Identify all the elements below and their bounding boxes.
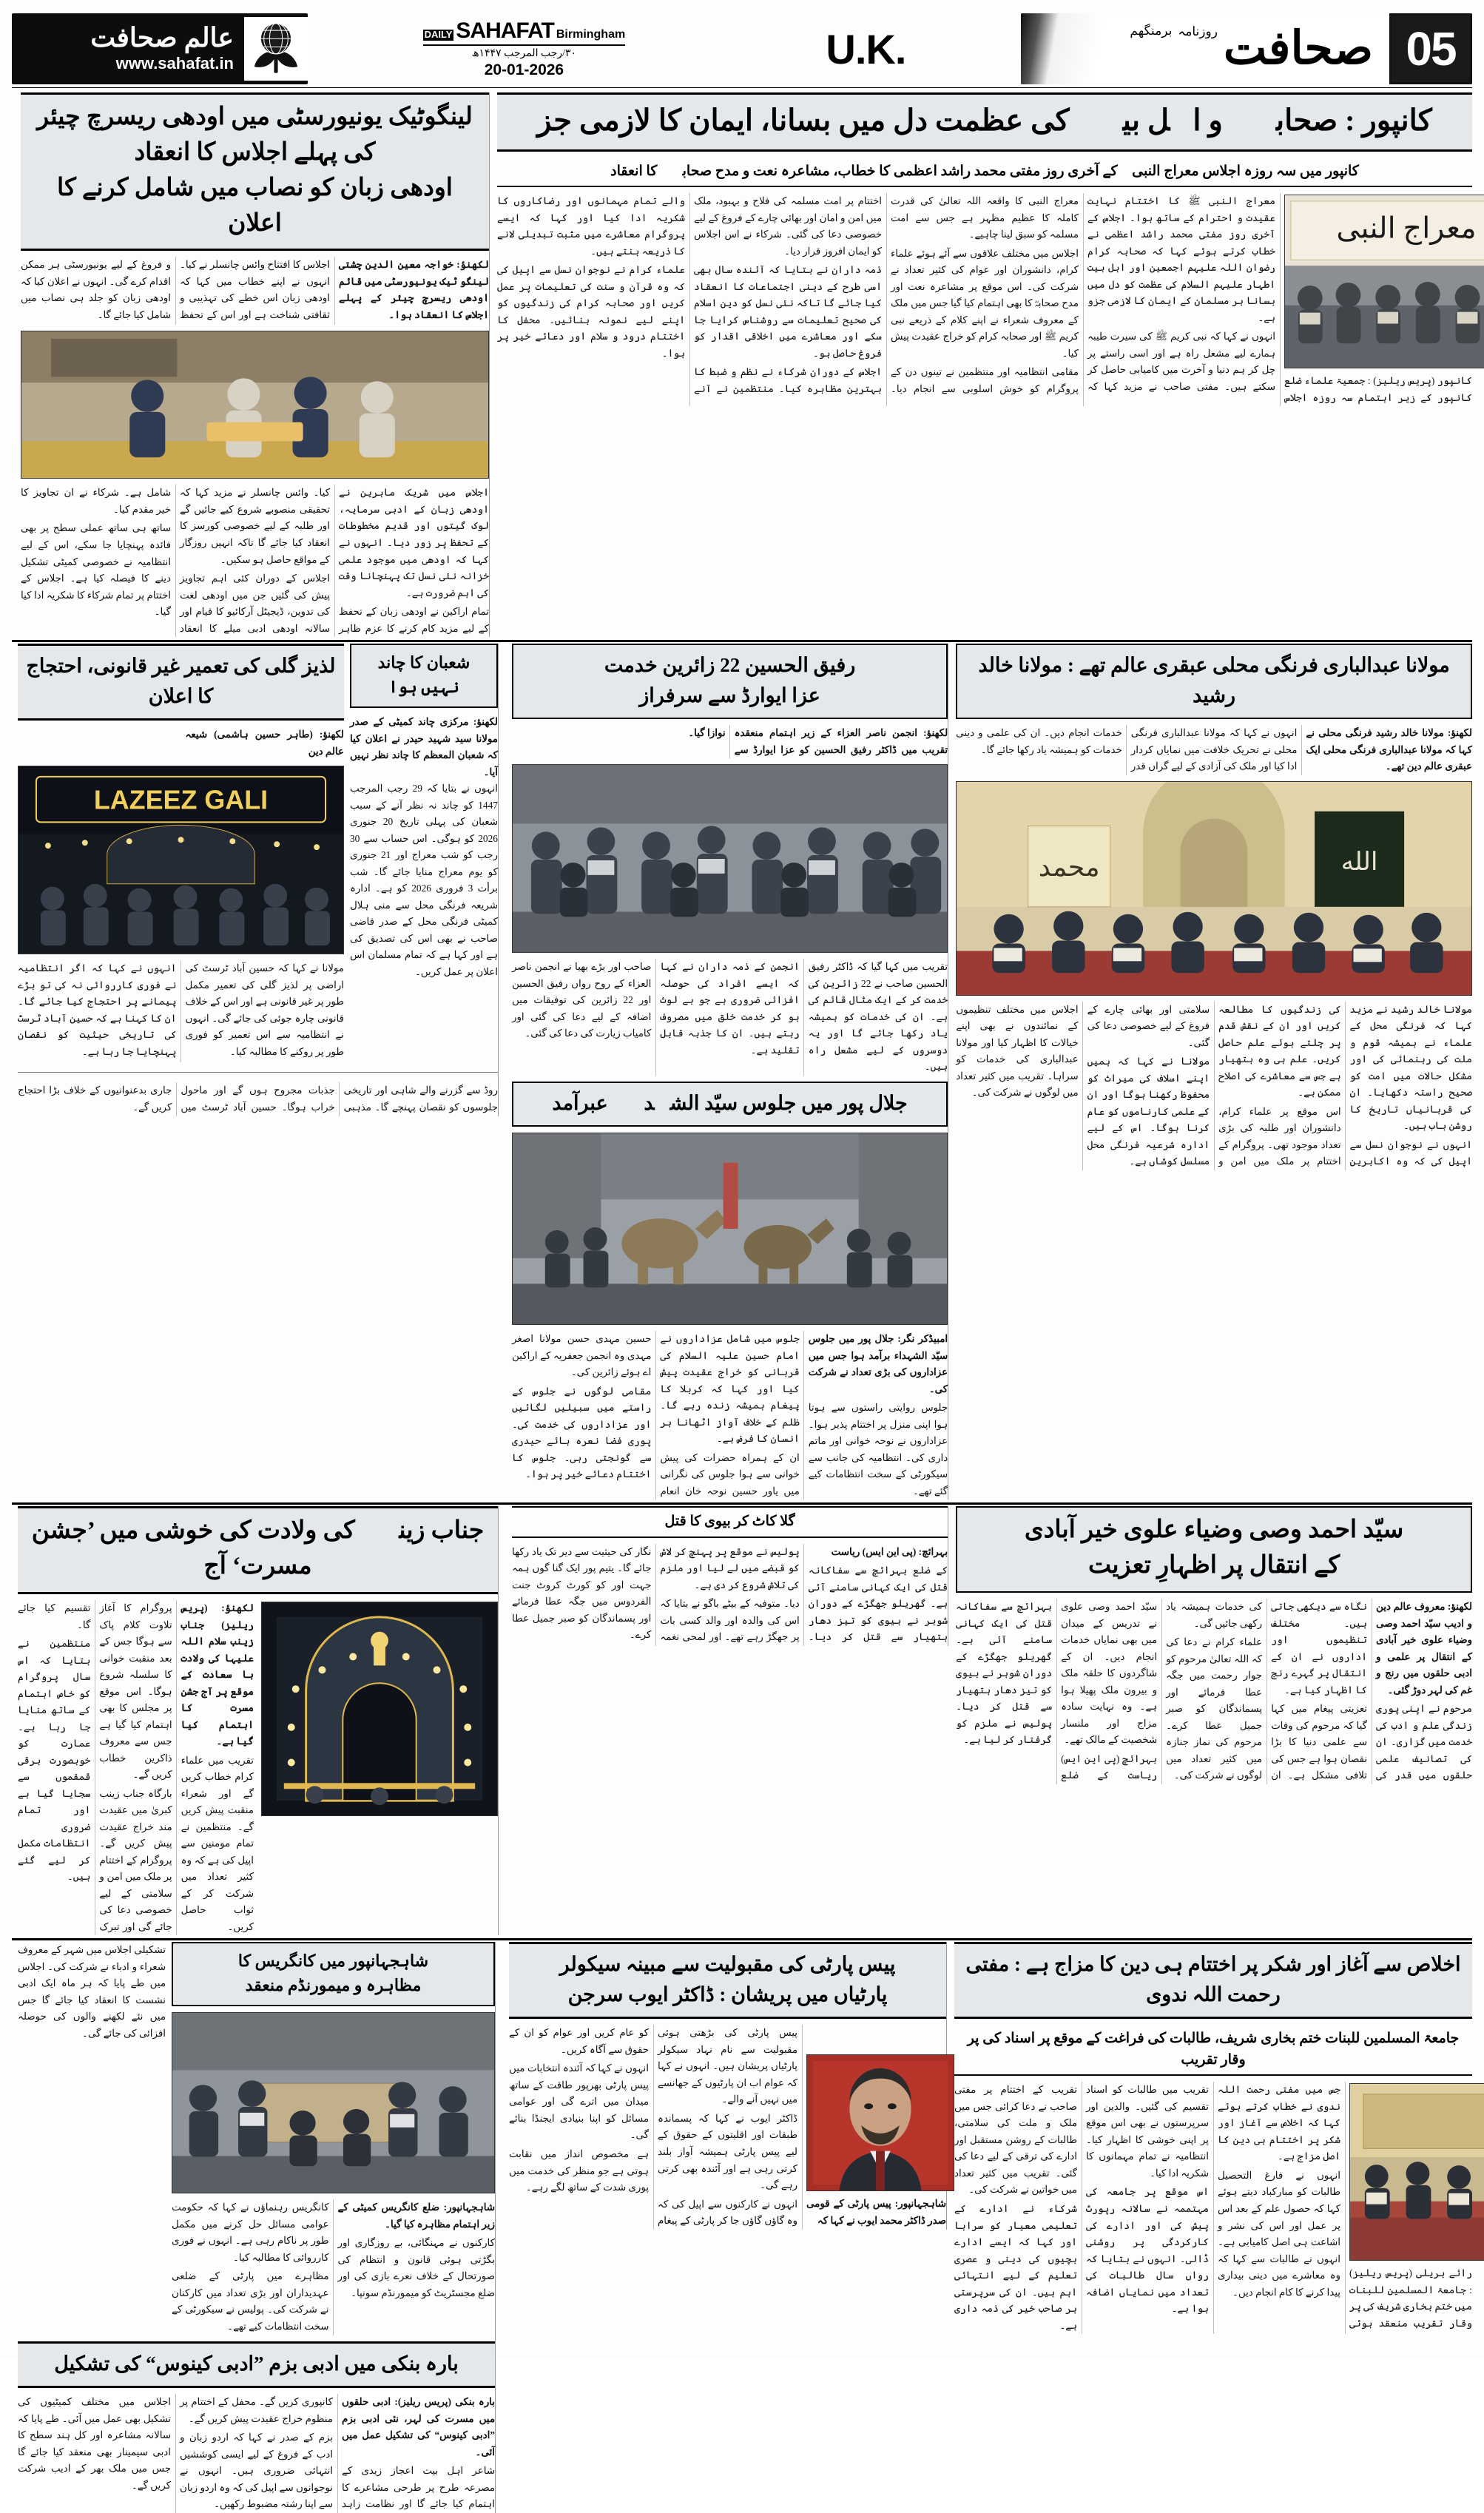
shaban-lazeez-column	[12, 644, 499, 1116]
jalalpur-para-4: دیا۔ متوفیہ کے بیٹے باگو نے بتایا کہ اس کی والدہ اور والد کسی بات پر جھگڑ رہے تھے۔ اور لمحی نغمہ نگار کی حیثیت سے دیر تک یاد رکھا جائے گا۔ یتیم پور ایک گنا گوں ہمہ جہت اور کو کورٹ کروٹ جنت الفردوس میں جگہ عطا فرمائے اور پسماندگان کو صبر جمیل عطا کرے۔	[511, 1545, 800, 1643]
zainab-para-1: پروگرام کا آغاز تلاوت کلام پاک سے ہوگا جس کے بعد منقبت خوانی کا سلسلہ شروع ہوگا۔ اس موقع پر مجلس کا بھی اہتمام کیا گیا ہے جس سے معروف ذاکرین خطاب کریں گے۔	[99, 1602, 172, 1781]
rafiq-headline-band	[512, 644, 948, 719]
party-dateline: شاہجہانپور: پیس پارٹی کے قومی صدر ڈاکٹر محمد ایوب نے کہا کہ	[806, 2198, 946, 2226]
paper-name-urdu: صحافت	[1223, 24, 1373, 74]
website-url[interactable]: www.sahafat.in	[115, 54, 234, 72]
congress-dateline: شاہجہانپور: ضلع کانگریس کمیٹی کے زیر اہتمام مظاہرہ کیا گیا۔	[337, 2202, 495, 2230]
rafiq-photo	[512, 764, 948, 953]
brand-city: Birmingham	[556, 27, 626, 41]
congress-para-2: مظاہرے میں پارٹی کے ضلعی عہدیداران اور بڑی تعداد میں کارکنان نے شرکت کی۔ پولیس نے سیکورٹی کے سخت انتظامات کیے تھے۔	[172, 2270, 329, 2332]
jalalpur-photo	[512, 1133, 948, 1325]
row2-divider	[12, 1502, 1472, 1505]
shaban-lazeez-rule	[18, 1072, 498, 1073]
paper-city-urdu: برمنگھم	[1130, 24, 1173, 38]
abdulbari-para-1: مولانا خالد رشید نے مزید کہا کہ فرنگی محل کے علماء نے ہمیشہ قوم و ملت کی رہنمائی کی اور مشکل حالات میں امت کو صحیح راستہ دکھایا۔ ان کی قربانیاں تاریخ کا روشن باب ہیں۔	[1349, 1003, 1472, 1132]
abdulbari-headline-band	[956, 644, 1472, 719]
abdulbari-para-2: انہوں نے نوجوان نسل سے اپیل کی کہ وہ اکابرین کی زندگیوں کا مطالعہ کریں اور ان کے نقش قدم پر چلتے ہوئے علم حاصل کریں۔ علم ہی وہ ہتھیار ہے جس سے معاشرے کی اصلاح ممکن ہے۔	[1218, 1003, 1472, 1167]
svg-text:محمد: محمد	[1038, 851, 1100, 882]
row1-divider	[12, 640, 1472, 642]
bazm-dateline: بارہ بنکی (پریس ریلیز): ادبی حلقوں میں مسرت کی لہر، نئی ادبی بزم ”ادبی کینوس“ کی تشکیل عمل میں آئی۔	[342, 2396, 495, 2458]
masthead-left-plate	[1021, 13, 1472, 84]
party-para-0: پیس پارٹی کی بڑھتی ہوئی مقبولیت سے نام نہاد سیکولر پارٹیاں پریشان ہیں۔ انہوں نے کہا کہ عوام اب ان پارٹیوں کے جھانسے میں نہیں آنے والے۔	[658, 2027, 797, 2105]
party-column	[503, 1942, 947, 2229]
langtech-para-4: ساتھ ہی ساتھ عملی سطح پر بھی فائدہ پہنچایا جا سکے، اس کے لیے انتظامیہ نے خصوصی کمیٹی تشکیل دینے کا فیصلہ کیا ہے۔ اجلاس کے اختتام پر تمام شرکاء کا شکریہ ادا کیا گیا۔	[21, 522, 171, 618]
taziyat-headline-1: سیّد احمد وصی وضیاء علوی خیر آبادی	[1024, 1517, 1404, 1544]
langtech-para-2: تمام اراکین نے اودھی زبان کے تحفظ کے لیے مزید کام کرنے کا عزم ظاہر کیا۔ وائس چانسلر نے مزید کہا کہ تحقیقی منصوبے شروع کیے جائیں گے اور طلبہ کے لیے خصوصی کورسز کا انعقاد کیا جائے گا تاکہ انہیں روزگار کے مواقع حاصل ہو سکیں۔	[180, 487, 489, 634]
taziyat-column	[956, 1506, 1472, 1784]
galakat-body	[512, 1544, 948, 1646]
zainab-para-3: منتظمین نے بتایا کہ اس سال پروگرام کو خاص اہتمام کے ساتھ منایا جا رہا ہے۔ عمارت کو خوبصورت برقی قمقموں سے سجایا گیا ہے اور تمام ضروری انتظامات مکمل کر لیے گئے ہیں۔	[18, 1638, 91, 1883]
ikhlas-para-5: شرکاء نے ادارے کے تعلیمی معیار کو سراہا اور کہا کہ ایسے ادارے بچیوں کی دینی و عصری تعلیم کے لیے انتہائی اہم ہیں۔ ان کی سرپرستی ہر صاحب خیر کی ذمہ داری ہے۔	[954, 2202, 1077, 2331]
lead-body-wrap	[497, 193, 1477, 406]
taziyat-para-0: مرحوم نے اپنی پوری زندگی علم و ادب کی خدمت میں گزاری۔ ان کی تصانیف علمی حلقوں میں قدر کی نگاہ سے دیکھی جاتی ہیں۔ مختلف تنظیموں اور اداروں نے ان کے انتقال پر گہرے رنج کا اظہار کیا ہے۔	[1271, 1601, 1472, 1781]
rafiq-body-rest	[512, 959, 948, 1076]
row-bottom	[12, 1942, 1472, 2512]
taziyat-headline-2: کے انتقال پر اظہارِ تعزیت	[1088, 1552, 1340, 1579]
party-headline-1: پیس پارٹی کی مقبولیت سے مبینہ سیکولر	[559, 1953, 896, 1976]
congress-photo	[172, 2012, 495, 2193]
rafiq-para-1: انجمن کے ذمہ داران نے کہا کہ ایسے افراد کی حوصلہ افزائی ضروری ہے جو بے لوث ہو کر خدمت خلق میں مصروف رہتے ہیں۔ ان کا جذبہ قابل تقلید ہے۔	[660, 961, 800, 1056]
lead-story-column	[497, 92, 1477, 406]
lazeez-body-tail	[18, 1082, 498, 1116]
taziyat-para-4: بہرائچ (پی این ایس) ریاست کے ضلع بہرائچ سے سفاکانہ قتل کی ایک کہانی سامنے آئی ہے۔ گھریلو جھگڑے کے دوران شوہر نے بیوی کو تیز دھار ہتھیار سے قتل کر دیا۔ پولیس نے ملزم کو گرفتار کر لیا ہے۔	[956, 1601, 1158, 1781]
paper-name-urdu-small: روزنامہ	[1178, 24, 1218, 38]
lazeez-body-intro	[18, 726, 344, 760]
lazeez-column	[18, 644, 344, 1062]
taziyat-dateline: لکھنؤ: معروف عالم دین و ادیب سیّد احمد وصی وضیاء علوی خیر آبادی کے انتقال پر علمی و ادبی حلقوں میں رنج و غم کی لہر دوڑ گئی۔	[1376, 1601, 1472, 1696]
row3-divider	[12, 1938, 1472, 1940]
ikhlas-photo	[1349, 2083, 1484, 2261]
lead-para-3: مقامی انتظامیہ اور منتظمین نے تینوں دن کے پروگرام کو خوش اسلوبی سے انجام دیا۔ اختتام پر امت مسلمہ کی فلاح و بہبود، ملک میں امن و امان اور بھائی چارے کے فروغ کے لیے خصوصی دعا کی گئی۔ شرکاء نے اس اجلاس کو ایمان افروز قرار دیا۔	[694, 195, 1079, 394]
rafiq-column	[506, 644, 948, 1500]
rafiq-para-0: تقریب میں کہا گیا کہ ڈاکٹر رفیق الحسین صاحب نے 22 زائرین کی خدمت کر کے ایک مثال قائم کی ہے۔ ان کی خدمات کو ہمیشہ یاد رکھا جائے گا اور یہ دوسروں کے لیے مشعل راہ ہیں۔	[808, 961, 948, 1073]
taziyat-para-2: علماء کرام نے دعا کی کہ اللہ تعالیٰ مرحوم کو جوار رحمت میں جگہ عطا فرمائے اور پسماندگان کو صبر جمیل عطا کرے۔ مرحوم کی نماز جنازہ میں کثیر تعداد میں لوگوں نے شرکت کی۔	[1166, 1636, 1263, 1781]
row-second	[12, 644, 1472, 1500]
jalalpur-dateline: امبیڈکر نگر: جلال پور میں جلوس سیّد الشہداء برآمد ہوا جس میں عزاداروں کی بڑی تعداد نے شرکت کی۔	[808, 1333, 948, 1394]
brand-title-line	[423, 18, 626, 47]
lead-para-5: اجلاس کے دوران شرکاء نے نظم و ضبط کا بہترین مظاہرہ کیا۔ منتظمین نے آنے والے تمام مہمانوں اور رضاکاروں کا شکریہ ادا کیا اور کہا کہ ایسے پروگرام معاشرے میں مثبت تبدیلی لانے کا ذریعہ بنتے ہیں۔	[497, 195, 882, 394]
lead-para-1: انہوں نے کہا کہ نبی کریم ﷺ کی سیرت طیبہ ہمارے لیے مشعل راہ ہے اور اسی راستے پر چل کر ہم دنیا و آخرت میں کامیابی حاصل کر سکتے ہیں۔ مفتی صاحب نے مزید کہا کہ معراج النبی کا واقعہ اللہ تعالیٰ کی قدرت کاملہ کا عظیم مظہر ہے جس سے امت مسلمہ کو سبق لینا چاہیے۔	[891, 195, 1275, 392]
congress-body-text	[172, 2199, 495, 2335]
rafiq-dateline: لکھنؤ: انجمن ناصر العزاء کے زیر اہتمام منعقدہ تقریب میں ڈاکٹر رفیق الحسین کو عزا ایوارڈ سے نوازا گیا۔	[688, 727, 948, 755]
brand-name: SAHAFAT	[456, 18, 554, 43]
langtech-para-0: اجلاس کا افتتاح وائس چانسلر نے کیا۔ انہوں نے اپنے خطاب میں کہا کہ اودھی زبان اس خطے کی تہذیبی و ثقافتی شناخت ہے اور اس کے تحفظ و فروغ کے لیے یونیورسٹی ہر ممکن اقدام کرے گی۔ انہوں نے اعلان کیا کہ اودھی زبان کو جلد ہی نصاب میں شامل کیا جائے گا۔	[21, 259, 330, 320]
svg-text:معراج النبی: معراج النبی	[1336, 212, 1477, 245]
shaban-dateline: لکھنؤ: مرکزی چاند کمیٹی کے صدر مولانا سید شہید حیدر نے اعلان کیا کہ شعبان المعظم کا چاند نظر نہیں آیا۔	[349, 716, 498, 777]
party-body-wrap	[509, 2025, 946, 2229]
party-body-text	[509, 2025, 946, 2229]
congress-para-1: کانگریس رہنماؤں نے کہا کہ حکومت عوامی مسائل حل کرنے میں مکمل طور پر ناکام رہی ہے۔ انہوں نے فوری کارروائی کا مطالبہ کیا۔	[172, 2202, 329, 2263]
party-para-4: ہے مخصوص انداز میں نقابت ہوتی ہے جو منظر کی خدمت میں پوری شدت کے ساتھ لگے رہے۔	[509, 2148, 649, 2193]
langtech-para-3: اجلاس کے دوران کئی اہم تجاویز پیش کی گئیں جن میں اودھی لغت کی تدوین، ڈیجیٹل آرکائیو کا قیام اور سالانہ اودھی ادبی میلے کا انعقاد شامل ہے۔ شرکاء نے ان تجاویز کا خیر مقدم کیا۔	[21, 487, 330, 634]
zainab-headline-band	[18, 1506, 498, 1594]
masthead-right-plate[interactable]	[12, 13, 308, 84]
abdulbari-headline: مولانا عبدالباری فرنگی محلی عبقری عالم تھے : مولانا خالد رشید	[978, 654, 1450, 706]
taziyat-body-text	[956, 1599, 1472, 1784]
langtech-body-text	[21, 257, 489, 325]
svg-text:الله: الله	[1340, 849, 1378, 876]
zainab-para-2: بارگاہ جناب زینب کبریٰ میں عقیدت مند خراج عقیدت پیش کریں گے۔ پروگرام کے اختتام پر ملک میں امن و سلامتی کے لیے خصوصی دعا کی جائے گی اور تبرک تقسیم کیا جائے گا۔	[18, 1602, 172, 1932]
rafiq-body-intro	[512, 725, 948, 758]
gregorian-date: 20-01-2026	[484, 61, 564, 79]
ikhlas-para-2: تقریب میں طالبات کو اسناد تقسیم کی گئیں۔ والدین اور سرپرستوں نے بھی اس موقع پر اپنی خوشی کا اظہار کیا۔ انتظامیہ نے تمام مہمانوں کا شکریہ ادا کیا۔	[1086, 2084, 1209, 2179]
taziyat-para-1: تعزیتی پیغام میں کہا گیا کہ مرحوم کی وفات سے علمی دنیا کا بڑا نقصان ہوا ہے جس کی تلافی مشکل ہے۔ ان کی خدمات ہمیشہ یاد رکھی جائیں گی۔	[1166, 1601, 1368, 1781]
ikhlas-para-1: انہوں نے فارغ التحصیل طالبات کو مبارکباد دیتے ہوئے کہا کہ حصول علم کے بعد اس پر عمل اور اس کی نشر و اشاعت ہی اصل کامیابی ہے۔ انہوں نے طالبات سے کہا کہ وہ معاشرے میں دینی بیداری پیدا کرنے کا کام انجام دیں۔	[1218, 2169, 1340, 2298]
ikhlas-subhead: جامعۃ المسلمین للبنات ختم بخاری شریف، طالبات کی فراغت کے موقع پر اسناد کی پر وقار تقریب	[954, 2025, 1472, 2076]
congress-bazm-column	[12, 1942, 496, 2512]
ikhlas-column	[954, 1942, 1472, 2334]
jalalpur-body-text	[512, 1331, 948, 1500]
jalalpur-headline-band	[512, 1082, 948, 1127]
jalalpur-para-2: ان کے ہمراہ حضرات کی پیش خوانی سے ہوا جلوس کی نگرانی میں یاور حسین نوحہ خان انعام حسین مہدی حسن مولانا اصغر مہدی وہ انجمن جعفریہ کے اراکین اے ہوئے زائرین کی۔	[511, 1333, 800, 1497]
masthead-title-plate	[1021, 13, 1389, 84]
bazm-side-column	[18, 1942, 166, 2042]
congress-headline-band	[172, 1942, 495, 2006]
lead-subhead: کانپور میں سہ روزہ اجلاس معراج النبیﷺ کے آخری روز مفتی محمد راشد اعظمی کا خطاب، مشاعرہ نعت و مدح صحابہؓ کا انعقاد	[497, 158, 1472, 188]
row-third	[12, 1506, 1472, 1935]
zainab-body-text	[18, 1600, 254, 1935]
shaban-headline-band	[350, 644, 498, 708]
lead-story-photo	[1284, 195, 1484, 368]
abdulbari-body-rest	[956, 1002, 1472, 1170]
rafiq-headline-1: رفیق الحسین 22 زائرین خدمت	[604, 654, 856, 677]
zainab-para-0: تقریب میں علماء کرام خطاب کریں گے اور شعراء منقبت پیش کریں گے۔ منتظمین نے تمام مومنین سے اپیل کی ہے کہ وہ کثیر تعداد میں شرکت کر کے ثواب حاصل کریں۔	[181, 1754, 254, 1932]
abdulbari-dateline: لکھنؤ: مولانا خالد رشید فرنگی محلی نے کہا کہ مولانا عبدالباری فرنگی محلی ایک عبقری عالم دین تھے۔	[1306, 727, 1472, 772]
alam-sahafat-block	[12, 24, 244, 73]
bazm-para-1: شاعر اہل بیت اعجاز زیدی کے مصرعہ طرح پر طرحی مشاعرے کا اہتمام کیا جائے گا اور نظامت زاہد کانپوری کریں گے۔ محفل کے اختتام پر منظوم خراج عقیدت پیش کریں گے۔	[180, 2396, 495, 2510]
bazm-headline: بارہ بنکی میں ادبی بزم ”ادبی کینوس“ کی تشکیل	[54, 2352, 459, 2375]
jalalpur-para-0: جلوس روایتی راستوں سے ہوتا ہوا اپنی منزل پر اختتام پذیر ہوا۔ عزاداروں نے نوحہ خوانی اور ماتم داری کی۔ انتظامیہ کی جانب سے سیکورٹی کے سخت انتظامات کیے گئے تھے۔	[808, 1402, 948, 1497]
congress-headline-2: مظاہرہ و میمورنڈم منعقد	[245, 1976, 422, 1995]
langtech-headline-2: اودھی زبان کو نصاب میں شامل کرنے کا اعلان	[57, 174, 453, 237]
congress-para-0: کارکنوں نے مہنگائی، بے روزگاری اور بگڑتی ہوئی قانون و انتظام کی صورتحال کے خلاف نعرے بازی کی اور ضلع مجسٹریٹ کو میمورنڈم سونپا۔	[337, 2237, 495, 2298]
hijri-date: ۳۰/رجب المرجب ۱۴۴۷ھ	[471, 48, 577, 60]
masthead-center	[308, 13, 1021, 84]
alam-sahafat-title: عالم صحافت	[90, 23, 234, 53]
congress-split	[18, 1942, 495, 2335]
lead-body-text	[497, 193, 1477, 406]
jalalpur-para-3: مقامی لوگوں نے جلوس کے راستے میں سبیلیں لگائیں اور عزاداروں کی خدمت کی۔ پوری فضا نعرہ ہائے حیدری سے گونجتی رہی۔ جلوس کا اختتام دعائے خیر پر ہوا۔	[511, 1385, 652, 1480]
bazm-para-0: تشکیلی اجلاس میں شہر کے معروف شعراء و ادباء نے شرکت کی۔ اجلاس میں طے پایا کہ ہر ماہ ایک ادبی نشست کا انعقاد کیا جائے گا جس میں نئے لکھنے والوں کی حوصلہ افزائی کی جائے گی۔	[18, 1944, 166, 2039]
ikhlas-para-3: اس موقع پر جامعہ کی مہتممہ نے سالانہ رپورٹ پیش کی اور ادارے کی کارکردگی پر روشنی ڈالی۔ انہوں نے بتایا کہ رواں سال طالبات کی تعداد میں نمایاں اضافہ ہوا ہے۔	[1086, 2186, 1209, 2315]
lazeez-para-1: انہوں نے کہا کہ اگر انتظامیہ نے فوری کارروائی نہ کی تو بڑے پیمانے پر احتجاج کیا جائے گا۔ ان کا کہنا ہے کہ حسین آباد ٹرسٹ کی تاریخی حیثیت کو نقصان پہنچایا جا رہا ہے۔	[18, 962, 177, 1057]
langtech-dateline: لکھنؤ: خواجہ معین الدین چشتی لینگو ٹیک یونیورسٹی میں قائم اودھی ریسرچ چیئر کے پہلے اجلاس کا انعقاد ہوا۔	[339, 259, 489, 320]
party-portrait-photo	[806, 2054, 954, 2191]
galakat-headline: گلا کاٹ کر بیوی کا قتل	[512, 1506, 948, 1538]
masthead	[12, 13, 1472, 84]
lead-para-0: کانپور (پریس ریلیز) : جمعیۃ علماء ضلع کانپور کے زیر اہتمام سہ روزہ اجلاس معراج النبی ﷺ کا اختتام نہایت عقیدت و احترام کے ساتھ ہوا۔ اجلاس کے آخری روز مفتی محمد راشد اعظمی نے خطاب کرتے ہوئے کہا کہ صحابہ کرام رضوان اللہ علیہم اجمعین اور اہل بیت اطہار علیہم السلام کی عظمت کو دل میں بسانا ہر مسلمان کے ایمان کا لازمی جزو ہے۔	[1087, 195, 1472, 403]
taziyat-para-3: سیّد احمد وصی علوی نے تدریس کے میدان میں بھی نمایاں خدمات انجام دیں۔ ان کے شاگردوں کا حلقہ ملک و بیرون ملک پھیلا ہوا ہے۔ وہ نہایت سادہ مزاج اور ملنسار شخصیت کے مالک تھے۔	[1061, 1601, 1158, 1746]
ikhlas-para-4: تقریب کے اختتام پر مفتی صاحب نے دعا کرائی جس میں ملک و ملت کی سلامتی، طالبات کے روشن مستقبل اور ادارے کی ترقی کے لیے دعا کی گئی۔ تقریب میں کثیر تعداد میں خواتین نے شرکت کی۔	[954, 2084, 1077, 2196]
ikhlas-para-0: رائے بریلی (پریس ریلیز) : جامعۃ المسلمین للبنات میں ختم بخاری شریف کی پر وقار تقریب منعقد ہوئی جس میں مفتی رحمت اللہ ندوی نے خطاب کرتے ہوئے کہا کہ اخلاص سے آغاز اور شکر پر اختتام ہی دین کا اصل مزاج ہے۔	[1218, 2084, 1472, 2329]
lazeez-headline-band	[18, 644, 344, 721]
brand-daily-label: DAILY	[424, 28, 453, 40]
lead-para-6: علماء کرام نے نوجوان نسل سے اپیل کی کہ وہ قرآن و سنت کی تعلیمات پر عمل کریں اور صحابہ کرام کی زندگیوں کو اپنے لیے نمونہ بنائیں۔ محفل کا اختتام درود و سلام اور دعائے خیر پر ہوا۔	[497, 264, 685, 359]
langtech-headline-band	[21, 92, 489, 251]
lead-headline-band	[497, 92, 1472, 152]
taziyat-headline-band	[956, 1506, 1472, 1593]
lazeez-photo	[18, 766, 344, 954]
rafiq-headline-2: عزا ایوارڈ سے سرفراز	[639, 684, 820, 706]
party-para-3: انہوں نے کہا کہ آئندہ انتخابات میں پیس پارٹی بھرپور طاقت کے ساتھ میدان میں اترے گی اور عوامی مسائل کو اپنا بنیادی ایجنڈا بنائے گی۔	[509, 2062, 649, 2141]
abdulbari-photo	[956, 781, 1472, 996]
lead-headline: کانپور : صحابہؓ و اہل بیتؑ کی عظمت دل میں بسانا، ایمان کا لازمی جز	[537, 104, 1432, 137]
masthead-rule	[12, 87, 1472, 88]
abdulbari-para-3: اس موقع پر علماء کرام، دانشوران اور طلبہ کی بڑی تعداد موجود تھی۔ پروگرام کے اختتام پر ملک میں امن و سلامتی اور بھائی چارے کے فروغ کے لیے خصوصی دعا کی گئی۔	[1087, 1003, 1341, 1167]
bazm-side-text	[18, 1942, 166, 2042]
abdulbari-body-wrap	[956, 725, 1472, 775]
party-para-1: ڈاکٹر ایوب نے کہا کہ پسماندہ طبقات اور اقلیتوں کے حقوق کے لیے پیس پارٹی ہمیشہ آواز بلند کرتی رہی ہے اور آئندہ بھی کرتی رہے گی۔	[658, 2112, 797, 2191]
shaban-body	[350, 714, 498, 980]
abdulbari-body-text	[956, 725, 1472, 775]
shaban-column	[350, 644, 498, 980]
zainab-column	[12, 1506, 499, 1935]
galakat-body-text: کے ضلع بہرائچ سے سفاکانہ قتل کی ایک کہانی سامنے آئی ہے۔ گھریلو جھگڑے کے دوران شوہر نے بیوی کو تیز دھار ہتھیار سے قتل کر دیا۔ پولیس نے موقع پر پہنچ کر لاش کو قبضے میں لے لیا اور ملزم کی تلاش شروع کر دی ہے۔	[660, 1545, 948, 1643]
congress-column	[172, 1942, 495, 2335]
abdulbari-para-4: مولانا نے کہا کہ ہمیں اپنے اسلاف کی میراث کو محفوظ رکھنا ہوگا اور ان کے علمی کارناموں کو عام کرنا ہوگا۔ اس کے لیے ادارہ شرعیہ فرنگی محل مسلسل کوشاں ہے۔	[1087, 1056, 1210, 1167]
shaban-lazeez-split	[18, 644, 498, 1062]
party-headline-2: پارٹیاں میں پریشان : ڈاکٹر ایوب سرجن	[567, 1983, 888, 2006]
bazm-para-2: بزم کے صدر نے کہا کہ اردو زبان و ادب کے فروغ کے لیے ایسی کوششیں انتہائی ضروری ہیں۔ انہوں نے نوجوانوں سے اپیل کی کہ وہ اردو زبان سے اپنا رشتہ مضبوط رکھیں۔	[180, 2432, 333, 2510]
party-para-2: انہوں نے کارکنوں سے اپیل کی کہ وہ گاؤں گاؤں جا کر پارٹی کے پیغام کو عام کریں اور عوام کو ان کے حقوق سے آگاہ کریں۔	[509, 2027, 797, 2227]
lead-para-4: ذمہ داران نے بتایا کہ آئندہ سال بھی اسی طرح کے دینی اجتماعات کا انعقاد کیا جائے گا تاکہ نئی نسل کو دین اسلام کی صحیح تعلیمات سے روشناس کرایا جا سکے اور معاشرے میں اخلاقی اقدار کو فروغ حاصل ہو۔	[694, 264, 882, 359]
lazeez-para-2: روڈ سے گزرنے والے شاہی اور تاریخی جلوسوں کو نقصان پہنچے گا۔ مذہبی جذبات مجروح ہوں گے اور ماحول خراب ہوگا۔ حسین آباد ٹرسٹ میں جاری بدعنوانیوں کے خلاف بڑا احتجاج کریں گے۔	[18, 1085, 498, 1113]
jalalpur-headline: جلال پور میں جلوس سیّد الشہداؑ عبرآمد	[552, 1091, 908, 1114]
zainab-photo	[261, 1602, 498, 1816]
party-headline-band	[509, 1942, 946, 2019]
galakat-column	[506, 1506, 948, 1646]
lazeez-headline: لذیز گلی کی تعمیر غیر قانونی، احتجاج کا اعلان	[26, 655, 336, 707]
langtech-headline-1: لینگوٹیک یونیورسٹی میں اودھی ریسرچ چیئر کی پہلے اجلاس کا انعقاد	[37, 104, 473, 166]
langtech-body-rest	[21, 485, 489, 637]
row-top	[12, 92, 1477, 637]
lead-para-2: اجلاس میں مختلف علاقوں سے آئے ہوئے علماء کرام، دانشوران اور عوام کی کثیر تعداد نے شرکت کی۔ اس موقع پر مشاعرہ نعت اور مدح صحابہؓ کا بھی اہتمام کیا گیا جس میں ملک کے معروف شعراء نے اپنے کلام کے ذریعے نبی کریم ﷺ اور صحابہ کرام کو خراج عقیدت پیش کیا۔	[891, 247, 1079, 359]
galakat-dateline: بہرائچ: (پی این ایس) ریاست	[831, 1545, 948, 1557]
bazm-body-text	[18, 2394, 495, 2513]
ikhlas-body-text	[954, 2082, 1472, 2334]
zainab-headline: جناب زینبؑ کی ولادت کی خوشی میں ’جشن مسرت‘ آج	[31, 1517, 485, 1580]
bazm-headline-band	[18, 2341, 495, 2389]
zainab-body-wrap	[18, 1600, 498, 1935]
langtech-column	[15, 92, 490, 637]
congress-headline-1: شاہجہانپور میں کانگریس کا	[237, 1952, 429, 1971]
ikhlas-headline: اخلاص سے آغاز اور شکر پر اختتام ہی دین کا مزاج ہے : مفتی رحمت اللہ ندوی	[965, 1953, 1461, 2006]
globe-plant-logo-icon	[244, 17, 308, 81]
jalalpur-para-1: جلوس میں شامل عزاداروں نے امام حسین علیہ السلام کی قربانی کو خراج عقیدت پیش کیا اور کہا کہ کربلا کا پیغام ہمیشہ زندہ رہے گا۔ ظلم کے خلاف آواز اٹھانا ہر انسان کا فرض ہے۔	[660, 1333, 800, 1445]
ikhlas-body-wrap	[954, 2082, 1472, 2334]
rafiq-para-2: صاحب اور بڑے بھیا نے انجمن ناصر العزاء کے روح رواں رفیق الحسین اور 22 زائرین کی توفیقات میں اضافہ کے لیے دعا کی گئی اور کامیاب زیارت کی دعا کی گئی۔	[511, 961, 652, 1039]
zainab-dateline: لکھنؤ: (پریس ریلیز) جناب زینب سلام اللہ علیہا کی ولادت با سعادت کے موقع پر آج جشن مسرت کا اہتمام کیا گیا ہے۔	[181, 1602, 254, 1747]
edition-label: U.K.	[826, 25, 906, 72]
langtech-body-wrap	[21, 257, 489, 325]
lazeez-body-rest	[18, 960, 344, 1062]
abdulbari-column	[956, 644, 1472, 1170]
lazeez-para-0: مولانا نے کہا کہ حسین آباد ٹرسٹ کی اراضی پر لذیز گلی کی تعمیر مکمل طور پر غیر قانونی ہے اور اس کے خلاف قانونی چارہ جوئی کی جائے گی۔ انہوں نے انتظامیہ سے اس تعمیر کو فوری طور پر روکنے کا مطالبہ کیا۔	[185, 962, 344, 1057]
langtech-photo	[21, 331, 489, 479]
ikhlas-headline-band	[954, 1942, 1472, 2019]
shaban-body-text: انہوں نے بتایا کہ 29 رجب المرجب 1447 کو چاند نہ نظر آنے کے سبب شعبان کی پہلی تاریخ 20 جنوری 2026 کو ہوگی۔ اس حساب سے 30 رجب کو شب معراج اور 21 جنوری کو یوم معراج منایا جائے گا۔ شب برأت 3 فروری 2026 کو ہے۔ ادارہ شریعہ فرنگی محل سے منی ہلال کمیٹی فرنگی محل کے صدر قاضی صاحب نے بھی اس کی تصدیق کی ہے اور کہا ہے کہ تمام مسلمان اس اعلان پر عمل کریں۔	[349, 783, 498, 977]
brand-block	[423, 18, 626, 80]
shaban-headline-2: نہیں ہوا	[388, 678, 459, 697]
abdulbari-para-5: اجلاس میں مختلف تنظیموں کے نمائندوں نے بھی اپنے خیالات کا اظہار کیا اور مولانا عبدالباری کی خدمات کو سراہا۔ تقریب میں کثیر تعداد میں لوگوں نے شرکت کی۔	[956, 1003, 1079, 1099]
lazeez-dateline: لکھنؤ: (طاہر حسین ہاشمی) شیعہ عالم دین	[185, 729, 344, 757]
abdulbari-para-0: انہوں نے کہا کہ مولانا عبدالباری فرنگی محلی نے تحریک خلافت میں نمایاں کردار ادا کیا اور ملک کی آزادی کے لیے گراں قدر خدمات انجام دیں۔ ان کی علمی و دینی خدمات کو ہمیشہ یاد رکھا جائے گا۔	[956, 727, 1298, 772]
langtech-para-1: اجلاس میں شریک ماہرین نے اودھی زبان کے ادبی سرمایہ، لوک گیتوں اور قدیم مخطوطات کے تحفظ پر زور دیا۔ انہوں نے کہا کہ اودھی میں موجود علمی خزانہ نئی نسل تک پہنچانا وقت کی اہم ضرورت ہے۔	[339, 487, 489, 598]
page-number: 05	[1389, 13, 1472, 84]
svg-text:LAZEEZ GALI: LAZEEZ GALI	[93, 785, 269, 815]
shaban-headline-1: شعبان کا چاند	[377, 653, 471, 672]
bazm-para-3: اجلاس میں مختلف کمیٹیوں کی تشکیل بھی عمل میں آئی۔ طے پایا کہ سالانہ مشاعرہ اور کل ہند سطح کا ادبی سیمینار بھی منعقد کیا جائے گا جس میں ملک بھر کے ادیب شرکت کریں گے۔	[18, 2396, 171, 2491]
